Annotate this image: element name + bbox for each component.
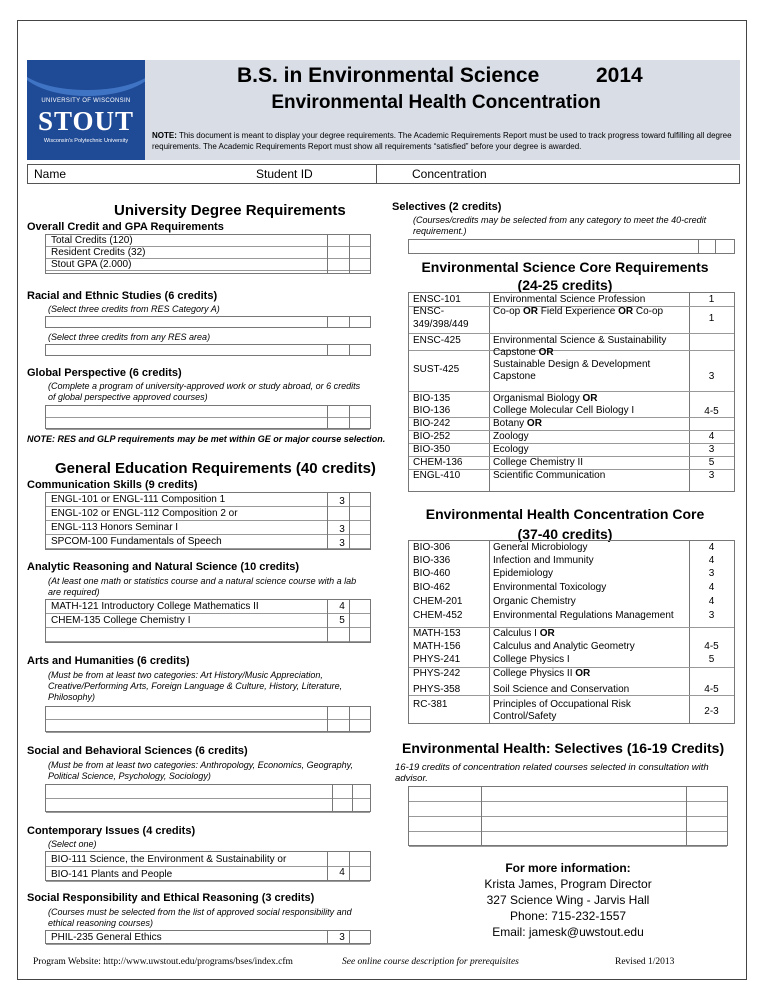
- overall-heading: Overall Credit and GPA Requirements: [27, 221, 224, 233]
- course-credit: 4-5: [704, 406, 719, 417]
- sbs-heading: Social and Behavioral Sciences (6 credits): [27, 745, 248, 757]
- course-code: MATH-156: [413, 641, 461, 652]
- course-code: BIO-306: [413, 542, 451, 553]
- course-title: Capstone: [493, 371, 536, 382]
- comm-credit: 3: [339, 496, 345, 507]
- sbs-table: [45, 784, 371, 812]
- course-code: SUST-425: [413, 364, 460, 375]
- course-code: CHEM-136: [413, 457, 463, 468]
- course-code: BIO-135: [413, 393, 451, 404]
- course-title: Organic Chemistry: [493, 596, 576, 607]
- comm-table: ENGL-101 or ENGL-111 Composition 1 ENGL-102 or ENGL-112 Composition 2 or ENGL-113 Honors Seminar I SPCOM-100 Fundamentals of Speech: [45, 492, 371, 550]
- course-title: Environmental Science Profession: [493, 294, 646, 305]
- arns-credit: 4: [339, 601, 345, 612]
- core-heading: Environmental Science Core Requirements (24-25 credits): [421, 259, 709, 293]
- course-credit: 5: [708, 457, 715, 468]
- course-title: Soil Science and Conservation: [493, 684, 630, 695]
- overall-table: Total Credits (120) Resident Credits (32) Stout GPA (2.000): [45, 234, 371, 274]
- course-title: Epidemiology: [493, 568, 554, 579]
- catalog-year: 2014: [596, 64, 643, 87]
- ci-table: BIO-111 Science, the Environment & Sustainability or BIO-141 Plants and People: [45, 851, 371, 881]
- course-code: BIO-336: [413, 555, 451, 566]
- glp-table: [45, 405, 371, 429]
- ci-note: (Select one): [48, 839, 97, 849]
- contact-info: For more information: Krista James, Program Director 327 Science Wing - Jarvis Hall Phone: 715-232-1557 Email: jamesk@uwstout.edu: [484, 861, 652, 939]
- course-title: Co-op OR Field Experience OR Co-op: [493, 306, 664, 317]
- course-credit: 3: [708, 470, 715, 481]
- course-title: Ecology: [493, 444, 529, 455]
- stout-logo: UNIVERSITY OF WISCONSIN STOUT Wisconsin's Polytechnic University: [27, 60, 145, 160]
- sbs-note: (Must be from at least two categories: Anthropology, Economics, Geography, Political Science, Psychology, Sociology): [48, 760, 353, 781]
- name-label: Name: [34, 167, 67, 181]
- arns-table: MATH-121 Introductory College Mathematics II CHEM-135 College Chemistry I: [45, 599, 371, 643]
- concentration-title: Environmental Health Concentration: [271, 92, 601, 113]
- revised-date: Revised 1/2013: [615, 957, 675, 967]
- course-title: College Molecular Cell Biology I: [493, 405, 635, 416]
- course-code: ENGL-410: [413, 470, 461, 481]
- selectives-note: (Courses/credits may be selected from any category to meet the 40-credit requirement.): [413, 215, 707, 236]
- course-credit: 4: [708, 542, 715, 553]
- ehs-note: 16-19 credits of concentration related courses selected in consultation with advisor.: [395, 762, 709, 784]
- course-title: Scientific Communication: [493, 470, 606, 481]
- course-title: Environmental Regulations Management: [493, 610, 674, 621]
- course-code: PHYS-358: [413, 684, 461, 695]
- course-credit: 4-5: [704, 641, 719, 652]
- program-website: Program Website: http://www.uwstout.edu/programs/bses/index.cfm: [33, 957, 293, 967]
- glp-heading: Global Perspective (6 credits): [27, 367, 182, 379]
- course-credit: 4: [708, 555, 715, 566]
- course-credit: 4: [708, 582, 715, 593]
- comm-credit: 3: [339, 538, 345, 549]
- course-code: BIO-462: [413, 582, 451, 593]
- res-table-2: [45, 344, 371, 356]
- course-title: Capstone OR: [493, 347, 554, 358]
- ge-heading: General Education Requirements (40 credits): [55, 460, 376, 477]
- course-credit: 4-5: [704, 684, 719, 695]
- course-code: MATH-153: [413, 628, 461, 639]
- sre-note: (Courses must be selected from the list of approved social responsibility and ethical reasoning courses): [48, 907, 352, 928]
- student-id-label: Student ID: [256, 167, 313, 181]
- course-code: CHEM-201: [413, 596, 463, 607]
- selectives-table: [408, 239, 735, 254]
- res-note-1: (Select three credits from RES Category A): [48, 304, 220, 314]
- course-credit: 5: [708, 654, 715, 665]
- course-code: BIO-350: [413, 444, 451, 455]
- course-code: ENSC-425: [413, 335, 461, 346]
- comm-heading: Communication Skills (9 credits): [27, 479, 198, 491]
- course-code: BIO-252: [413, 431, 451, 442]
- concentration-label: Concentration: [412, 167, 487, 181]
- course-code: CHEM-452: [413, 610, 463, 621]
- ah-note: (Must be from at least two categories: Art History/Music Appreciation, Creative/Performing Arts, Foreign Language & Culture, History, Literature, Philosophy): [48, 670, 343, 702]
- course-code: 349/398/449: [413, 319, 469, 330]
- course-code: BIO-136: [413, 405, 451, 416]
- course-title: Zoology: [493, 431, 529, 442]
- glp-note: (Complete a program of university-approved work or study abroad, or 6 credits of global perspective approved courses): [48, 381, 361, 402]
- glp-footnote: NOTE: RES and GLP requirements may be met within GE or major course selection.: [27, 434, 386, 444]
- course-title: Infection and Immunity: [493, 555, 594, 566]
- course-credit: 4: [708, 596, 715, 607]
- course-credit: 1: [708, 294, 715, 305]
- course-credit: 3: [708, 568, 715, 579]
- ehc-heading: Environmental Health Concentration Core (37-40 credits): [425, 506, 705, 542]
- course-code: BIO-460: [413, 568, 451, 579]
- ehs-heading: Environmental Health: Selectives (16-19 Credits): [402, 740, 725, 756]
- arns-note: (At least one math or statistics course and a natural science course with a lab are required): [48, 576, 357, 597]
- course-code: ENSC-101: [413, 294, 461, 305]
- course-credit: 3: [708, 610, 715, 621]
- ci-credit: 4: [339, 867, 345, 878]
- header-note: NOTE: This document is meant to display your degree requirements. The Academic Requirements Report must be used to track progress toward fulfilling all degree requirements. The Academic Requirements Report must show all requirements “satisfied” before your degree is awarded.: [152, 131, 732, 151]
- comm-credit: 3: [339, 524, 345, 535]
- course-credit: 1: [708, 313, 715, 324]
- arns-heading: Analytic Reasoning and Natural Science (10 credits): [27, 561, 300, 573]
- course-title: General Microbiology: [493, 542, 588, 553]
- ci-heading: Contemporary Issues (4 credits): [27, 825, 196, 837]
- student-info-row: [27, 164, 740, 184]
- selectives-heading: Selectives (2 credits): [392, 201, 502, 213]
- course-title: Principles of Occupational Risk: [493, 699, 631, 710]
- course-title: Organismal Biology OR: [493, 393, 598, 404]
- ah-heading: Arts and Humanities (6 credits): [27, 655, 190, 667]
- res-table-1: [45, 316, 371, 328]
- udr-heading: University Degree Requirements: [114, 202, 346, 219]
- course-credit: 3: [708, 371, 715, 382]
- page-title: B.S. in Environmental Science: [237, 64, 540, 87]
- course-title: Control/Safety: [493, 711, 557, 722]
- course-title: Sustainable Design & Development: [493, 359, 651, 370]
- course-code: RC-381: [413, 699, 448, 710]
- course-code: PHYS-242: [413, 668, 461, 679]
- course-title: Botany OR: [493, 418, 542, 429]
- course-title: Calculus and Analytic Geometry: [493, 641, 635, 652]
- course-credit: 3: [708, 444, 715, 455]
- res-note-2: (Select three credits from any RES area): [48, 332, 211, 342]
- sre-heading: Social Responsibility and Ethical Reasoning (3 credits): [27, 892, 315, 904]
- ehs-table: [408, 786, 728, 846]
- course-title: College Physics II OR: [493, 668, 591, 679]
- arns-credit: 5: [339, 615, 345, 626]
- res-heading: Racial and Ethnic Studies (6 credits): [27, 290, 218, 302]
- course-title: Environmental Science & Sustainability: [493, 335, 667, 346]
- course-code: PHYS-241: [413, 654, 461, 665]
- course-credit: 2-3: [704, 706, 719, 717]
- course-code: BIO-242: [413, 418, 451, 429]
- course-code: ENSC-: [413, 306, 445, 317]
- course-title: Environmental Toxicology: [493, 582, 607, 593]
- course-title: College Physics I: [493, 654, 570, 665]
- prereq-note: See online course description for prerequisites: [342, 957, 519, 967]
- ah-table: [45, 706, 371, 732]
- sre-table: PHIL-235 General Ethics: [45, 930, 371, 944]
- course-title: Calculus I OR: [493, 628, 555, 639]
- sre-credit: 3: [339, 932, 345, 943]
- course-title: College Chemistry II: [493, 457, 584, 468]
- course-credit: 4: [708, 431, 715, 442]
